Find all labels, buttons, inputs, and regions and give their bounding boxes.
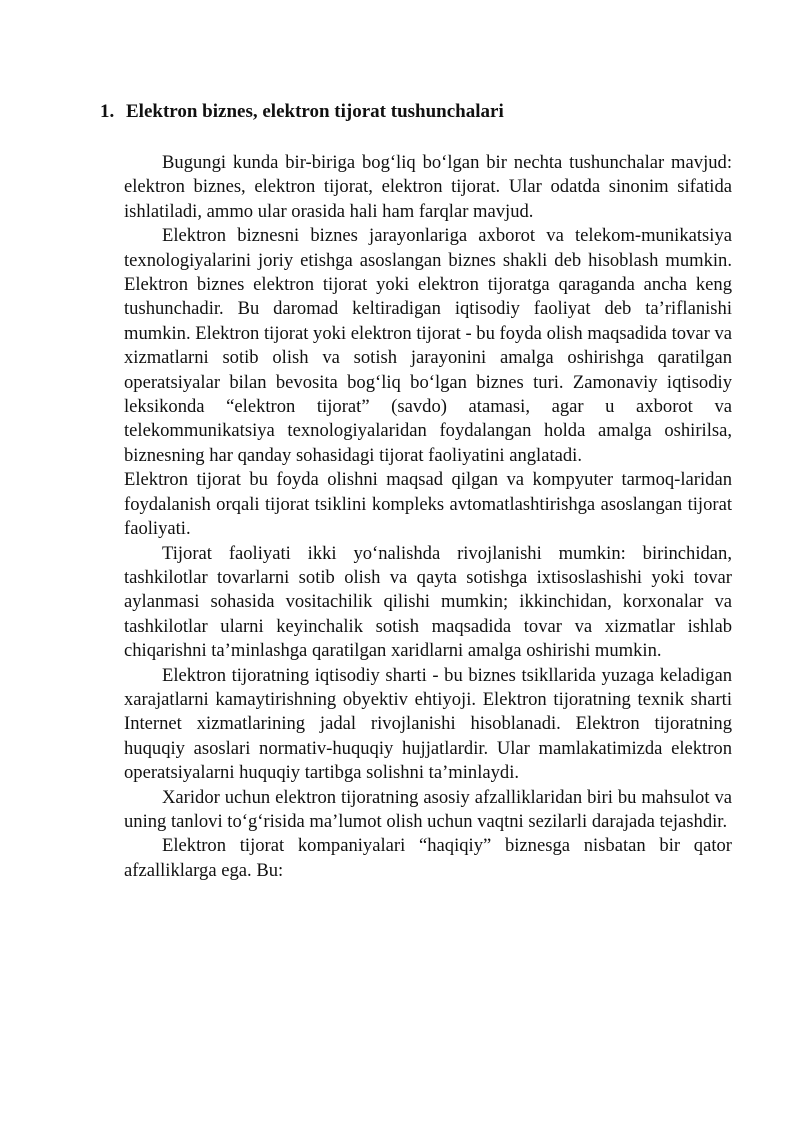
- body-text: [124, 151, 732, 883]
- paragraph: Elektron tijorat kompaniyalari “haqiqiy” biznesga nisbatan bir qator afzalliklarga ega. Bu:: [124, 835, 732, 881]
- paragraph: Elektron tijoratning iqtisodiy sharti - bu biznes tsikllarida yuzaga keladigan xarajatlarni kamaytirishning obyektiv ehtiyoji. Elektron tijoratning texnik sharti Internet xizmatlarining jadal rivojlanishi hisoblanadi. Elektron tijoratning huquqiy asoslari normativ-huquqiy hujjatlardir. Ular mamlakatimizda elektron operatsiyalarni huquqiy tartibga solishni ta’minlaydi.: [124, 664, 732, 784]
- paragraph: Elektron tijorat bu foyda olishni maqsad qilgan va kompyuter tarmoq-laridan foydalanish orqali tijorat tsiklini kompleks avtomatlashtirishga asoslangan tijorat faoliyati.: [124, 469, 732, 540]
- section-title: Elektron biznes, elektron tijorat tushunchalari: [126, 101, 504, 122]
- section-heading: [100, 100, 504, 124]
- section-number: 1.: [100, 101, 115, 122]
- paragraph: Xaridor uchun elektron tijoratning asosiy afzalliklaridan biri bu mahsulot va uning tanlovi to‘g‘risida ma’lumot olish uchun vaqtni sezilarli darajada tejashdir.: [124, 786, 732, 832]
- paragraph: Elektron biznesni biznes jarayonlariga axborot va telekom-munikatsiya texnologiyalarini joriy etishga asoslangan biznes shakli deb hisoblash mumkin. Elektron biznes elektron tijorat yoki elektron tijoratga qaraganda ancha keng tushunchadir. Bu daromad keltiradigan iqtisodiy faoliyat deb ta’riflanishi mumkin. Elektron tijorat yoki elektron tijorat - bu foyda olish maqsadida tovar va xizmatlarni sotib olish va sotish jarayonini amalga oshirishga qaratilgan operatsiyalar bilan bevosita bog‘liq bo‘lgan biznes turi. Zamonaviy iqtisodiy leksikonda “elektron tijorat” (savdo) atamasi, agar u axborot va telekommunikatsiya texnologiyalaridan foydalangan holda amalga oshirilsa, biznesning har qanday sohasidagi tijorat faoliyatini anglatadi.: [124, 225, 732, 466]
- paragraph: Tijorat faoliyati ikki yo‘nalishda rivojlanishi mumkin: birinchidan, tashkilotlar tovarlarni sotib olish va qayta sotishga ixtisoslashishi yoki tovar aylanmasi sohasida vositachilik qilishi mumkin; ikkinchidan, korxonalar va tashkilotlar ularni keyinchalik sotish maqsadida tovar va xizmatlar ishlab chiqarishni ta’minlashga qaratilgan xaridlarni amalga oshirishi mumkin.: [124, 542, 732, 662]
- paragraph: Bugungi kunda bir-biriga bog‘liq bo‘lgan bir nechta tushunchalar mavjud: elektron biznes, elektron tijorat, elektron tijorat. Ular odatda sinonim sifatida ishlatiladi, ammo ular orasida hali ham farqlar mavjud.: [124, 152, 732, 222]
